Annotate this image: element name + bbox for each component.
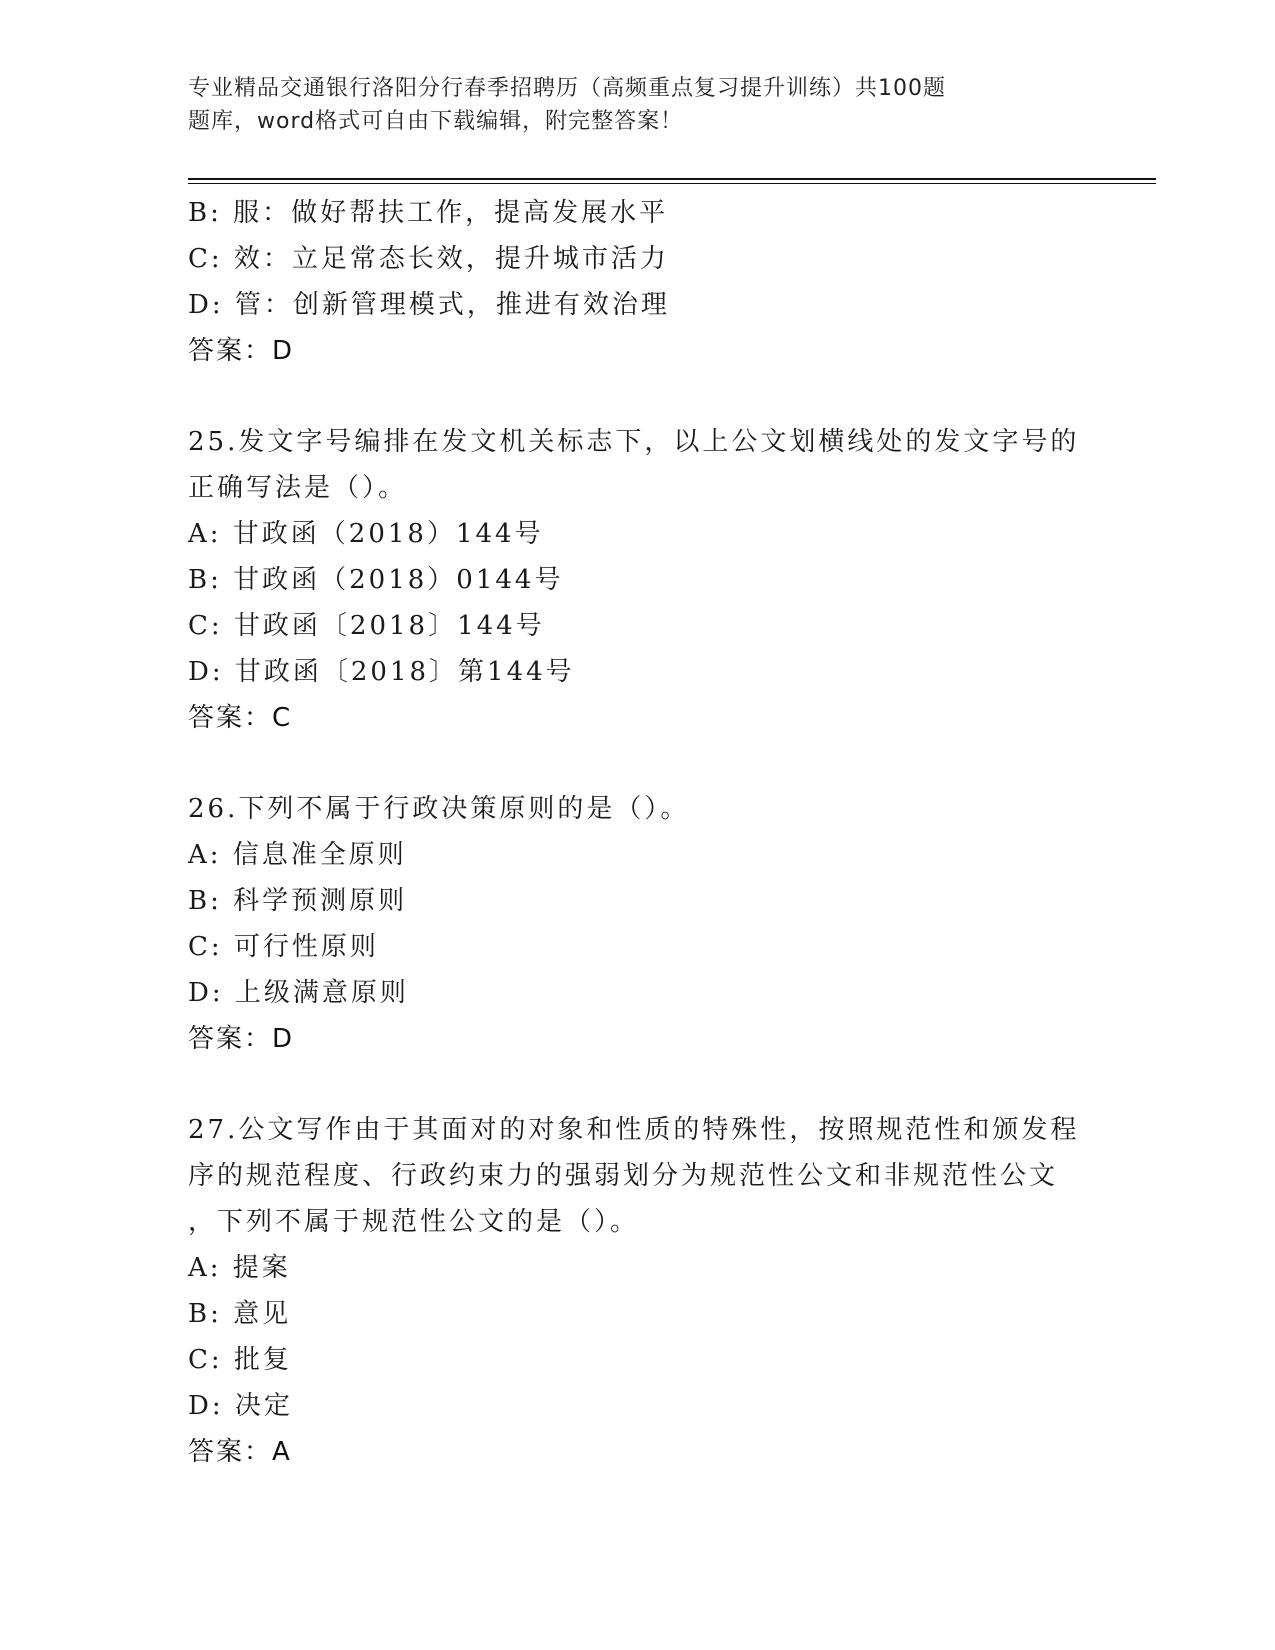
option-c: C: 效：立足常态长效，提升城市活力 — [188, 244, 669, 274]
answer-line: 答案：C — [188, 703, 293, 733]
header-line-1: 专业精品交通银行洛阳分行春季招聘历（高频重点复习提升训练）共100题 — [188, 76, 946, 101]
spacer — [188, 374, 1088, 419]
option-c: C: 批复 — [188, 1345, 292, 1375]
option-d: D: 决定 — [188, 1391, 293, 1421]
option-b: B: 甘政函（2018）0144号 — [188, 565, 564, 595]
question-stem-line: 27.公文写作由于其面对的对象和性质的特殊性，按照规范性和颁发程 — [188, 1115, 1080, 1145]
question-stem-line: 正确写法是（）。 — [188, 473, 408, 503]
option-b: B: 服：做好帮扶工作，提高发展水平 — [188, 198, 669, 228]
document-header — [188, 72, 1048, 138]
option-c: C: 甘政函〔2018〕144号 — [188, 611, 545, 641]
question-partial — [188, 190, 1088, 374]
answer-line: 答案：A — [188, 1437, 292, 1467]
option-a: A: 提案 — [188, 1253, 291, 1283]
question-list — [188, 190, 1088, 1475]
header-rule-thick — [188, 178, 1156, 180]
option-d: D: 甘政函〔2018〕第144号 — [188, 657, 575, 687]
header-line-2: 题库，word格式可自由下载编辑，附完整答案！ — [188, 109, 684, 134]
option-d: D: 管：创新管理模式，推进有效治理 — [188, 290, 670, 320]
option-b: B: 科学预测原则 — [188, 886, 408, 916]
header-rule-thin — [188, 183, 1156, 184]
question-25 — [188, 419, 1088, 741]
option-a: A: 信息准全原则 — [188, 840, 407, 870]
answer-line: 答案：D — [188, 1024, 295, 1054]
option-a: A: 甘政函（2018）144号 — [188, 519, 544, 549]
option-b: B: 意见 — [188, 1299, 292, 1329]
answer-line: 答案：D — [188, 336, 295, 366]
option-d: D: 上级满意原则 — [188, 978, 409, 1008]
question-stem-line: ，下列不属于规范性公文的是（）。 — [188, 1207, 640, 1237]
option-c: C: 可行性原则 — [188, 932, 379, 962]
question-stem-line: 25.发文字号编排在发文机关标志下，以上公文划横线处的发文字号的 — [188, 427, 1080, 457]
question-stem-line: 26.下列不属于行政决策原则的是（）。 — [188, 794, 690, 824]
spacer — [188, 741, 1088, 786]
question-stem-line: 序的规范程度、行政约束力的强弱划分为规范性公文和非规范性公文 — [188, 1161, 1059, 1191]
spacer — [188, 1062, 1088, 1107]
question-27 — [188, 1107, 1088, 1475]
question-26 — [188, 786, 1088, 1062]
